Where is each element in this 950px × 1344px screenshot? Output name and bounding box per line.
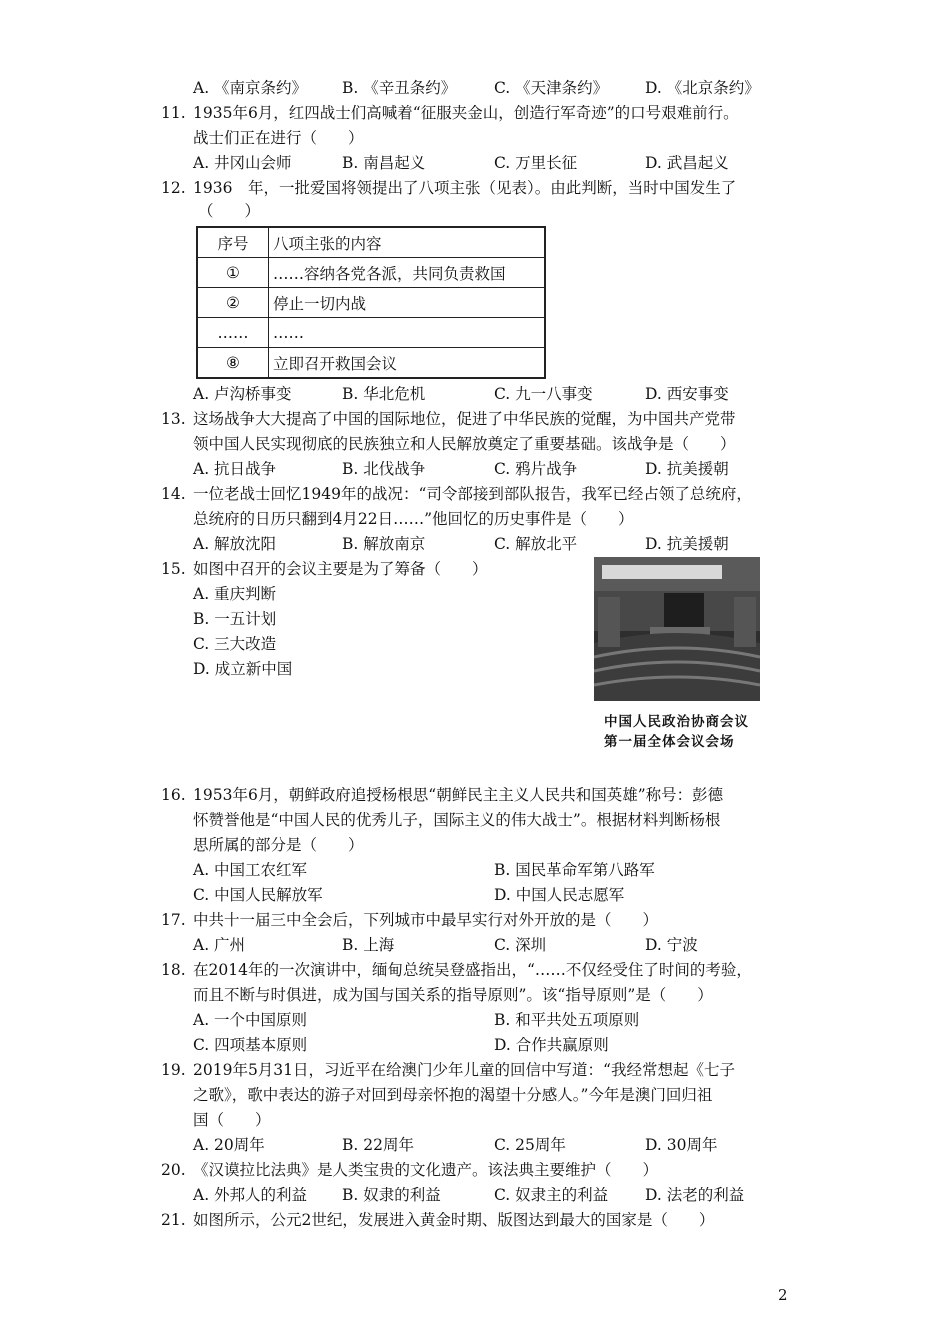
- table-row: [197, 258, 545, 288]
- table-cell: ……: [269, 318, 546, 348]
- q17-stem: 中共十一届三中全会后，下列城市中最早实行对外开放的是（ ）: [193, 911, 659, 929]
- conference-hall-photo: [594, 557, 760, 701]
- q13-stem-line2: 领中国人民实现彻底的民族独立和人民解放奠定了重要基础。该战争是（ ）: [193, 435, 736, 453]
- q20-option-c: C. 奴隶主的利益: [494, 1186, 609, 1204]
- q14-number: 14.: [161, 485, 186, 503]
- q12-number: 12.: [161, 179, 186, 197]
- q16-option-c: C. 中国人民解放军: [193, 886, 323, 904]
- table-header-row: [197, 227, 545, 258]
- q13-option-a: A. 抗日战争: [193, 460, 277, 478]
- q14-stem-line1: 一位老战士回忆1949年的战况：“司令部接到部队报告，我军已经占领了总统府，: [193, 485, 752, 503]
- eight-proposals-table: [196, 226, 546, 379]
- q15-number: 15.: [161, 560, 186, 578]
- q13-option-b: B. 北伐战争: [342, 460, 426, 478]
- q14-option-b: B. 解放南京: [342, 535, 426, 553]
- q18-option-a: A. 一个中国原则: [193, 1011, 308, 1029]
- q11-option-c: C. 万里长征: [494, 154, 578, 172]
- table-row: [197, 288, 545, 318]
- q16-stem-line3: 思所属的部分是（ ）: [193, 836, 364, 854]
- q19-option-b: B. 22周年: [342, 1136, 414, 1154]
- q21-number: 21.: [161, 1211, 186, 1229]
- q13-number: 13.: [161, 410, 186, 428]
- q17-option-a: A. 广州: [193, 936, 246, 954]
- q13-option-c: C. 鸦片战争: [494, 460, 578, 478]
- table-cell: ……: [197, 318, 269, 348]
- q14-option-d: D. 抗美援朝: [645, 535, 729, 553]
- q16-option-b: B. 国民革命军第八路军: [494, 861, 655, 879]
- q14-stem-line2: 总统府的日历只翻到4月22日……”他回忆的历史事件是（ ）: [193, 510, 634, 528]
- q19-option-c: C. 25周年: [494, 1136, 566, 1154]
- q12-option-b: B. 华北危机: [342, 385, 426, 403]
- conference-hall-illustration: [594, 557, 760, 701]
- table-cell: ①: [197, 258, 269, 288]
- q20-option-b: B. 奴隶的利益: [342, 1186, 441, 1204]
- q16-stem-line2: 怀赞誉他是“中国人民的优秀儿子，国际主义的伟大战士”。根据材料判断杨根: [193, 811, 721, 829]
- q15-stem: 如图中召开的会议主要是为了筹备（ ）: [193, 560, 488, 578]
- table-row: [197, 348, 545, 379]
- q19-stem-line1: 2019年5月31日，习近平在给澳门少年儿童的回信中写道：“我经常想起《七子: [193, 1061, 735, 1079]
- q16-number: 16.: [161, 786, 186, 804]
- q16-option-a: A. 中国工农红军: [193, 861, 308, 879]
- q20-option-d: D. 法老的利益: [645, 1186, 745, 1204]
- q19-option-d: D. 30周年: [645, 1136, 718, 1154]
- q18-option-d: D. 合作共赢原则: [494, 1036, 609, 1054]
- q11-stem-line2: 战士们正在进行（ ）: [193, 129, 364, 147]
- q10-option-b: B. 《辛丑条约》: [342, 79, 457, 97]
- q17-option-d: D. 宁波: [645, 936, 698, 954]
- q19-number: 19.: [161, 1061, 186, 1079]
- table-cell: 停止一切内战: [269, 288, 546, 318]
- q15-option-c: C. 三大改造: [193, 635, 277, 653]
- q18-option-c: C. 四项基本原则: [193, 1036, 308, 1054]
- q15-option-d: D. 成立新中国: [193, 660, 293, 678]
- q11-option-a: A. 井冈山会师: [193, 154, 292, 172]
- q11-number: 11.: [161, 104, 186, 122]
- table-header-cell: 序号: [197, 227, 269, 258]
- q10-option-a: A. 《南京条约》: [193, 79, 308, 97]
- page-number: 2: [778, 1286, 788, 1304]
- q10-option-c: C. 《天津条约》: [494, 79, 609, 97]
- q14-option-c: C. 解放北平: [494, 535, 578, 553]
- q12-option-c: C. 九一八事变: [494, 385, 593, 403]
- q18-number: 18.: [161, 961, 186, 979]
- table-cell: ②: [197, 288, 269, 318]
- q18-option-b: B. 和平共处五项原则: [494, 1011, 640, 1029]
- q17-number: 17.: [161, 911, 186, 929]
- photo-caption-line1: 中国人民政治协商会议: [604, 714, 749, 730]
- q20-number: 20.: [161, 1161, 186, 1179]
- table-cell: ……容纳各党各派，共同负责救国: [269, 258, 546, 288]
- q16-option-d: D. 中国人民志愿军: [494, 886, 625, 904]
- table-cell: ⑧: [197, 348, 269, 379]
- q17-option-b: B. 上海: [342, 936, 395, 954]
- q12-stem-line1: 1936 年，一批爱国将领提出了八项主张（见表）。由此判断，当时中国发生了: [193, 179, 737, 197]
- q19-stem-line2: 之歌》，歌中表达的游子对回到母亲怀抱的渴望十分感人。”今年是澳门回归祖: [193, 1086, 713, 1104]
- q19-stem-line3: 国（ ）: [193, 1111, 271, 1129]
- q15-option-b: B. 一五计划: [193, 610, 277, 628]
- q18-stem-line1: 在2014年的一次演讲中，缅甸总统吴登盛指出，“……不仅经受住了时间的考验，: [193, 961, 752, 979]
- table-cell: 立即召开救国会议: [269, 348, 546, 379]
- q21-stem: 如图所示，公元2世纪，发展进入黄金时期、版图达到最大的国家是（ ）: [193, 1211, 715, 1229]
- q18-stem-line2: 而且不断与时俱进，成为国与国关系的指导原则”。该“指导原则”是（ ）: [193, 986, 713, 1004]
- photo-caption-line2: 第一届全体会议会场: [604, 734, 735, 750]
- q12-stem-line2: （ ）: [198, 202, 261, 220]
- q14-option-a: A. 解放沈阳: [193, 535, 277, 553]
- q13-option-d: D. 抗美援朝: [645, 460, 729, 478]
- q20-stem: 《汉谟拉比法典》是人类宝贵的文化遗产。该法典主要维护（ ）: [193, 1161, 659, 1179]
- table-header-cell: 八项主张的内容: [269, 227, 546, 258]
- q19-option-a: A. 20周年: [193, 1136, 265, 1154]
- q12-option-d: D. 西安事变: [645, 385, 729, 403]
- q10-option-d: D. 《北京条约》: [645, 79, 760, 97]
- q17-option-c: C. 深圳: [494, 936, 547, 954]
- q16-stem-line1: 1953年6月，朝鲜政府追授杨根思“朝鲜民主主义人民共和国英雄”称号：彭德: [193, 786, 724, 804]
- q15-option-a: A. 重庆判断: [193, 585, 277, 603]
- table-row: [197, 318, 545, 348]
- q11-option-b: B. 南昌起义: [342, 154, 426, 172]
- q12-option-a: A. 卢沟桥事变: [193, 385, 292, 403]
- q11-stem-line1: 1935年6月，红四战士们高喊着“征服夹金山，创造行军奇迹”的口号艰难前行。: [193, 104, 739, 122]
- q13-stem-line1: 这场战争大大提高了中国的国际地位，促进了中华民族的觉醒，为中国共产党带: [193, 410, 736, 428]
- q11-option-d: D. 武昌起义: [645, 154, 729, 172]
- q20-option-a: A. 外邦人的利益: [193, 1186, 308, 1204]
